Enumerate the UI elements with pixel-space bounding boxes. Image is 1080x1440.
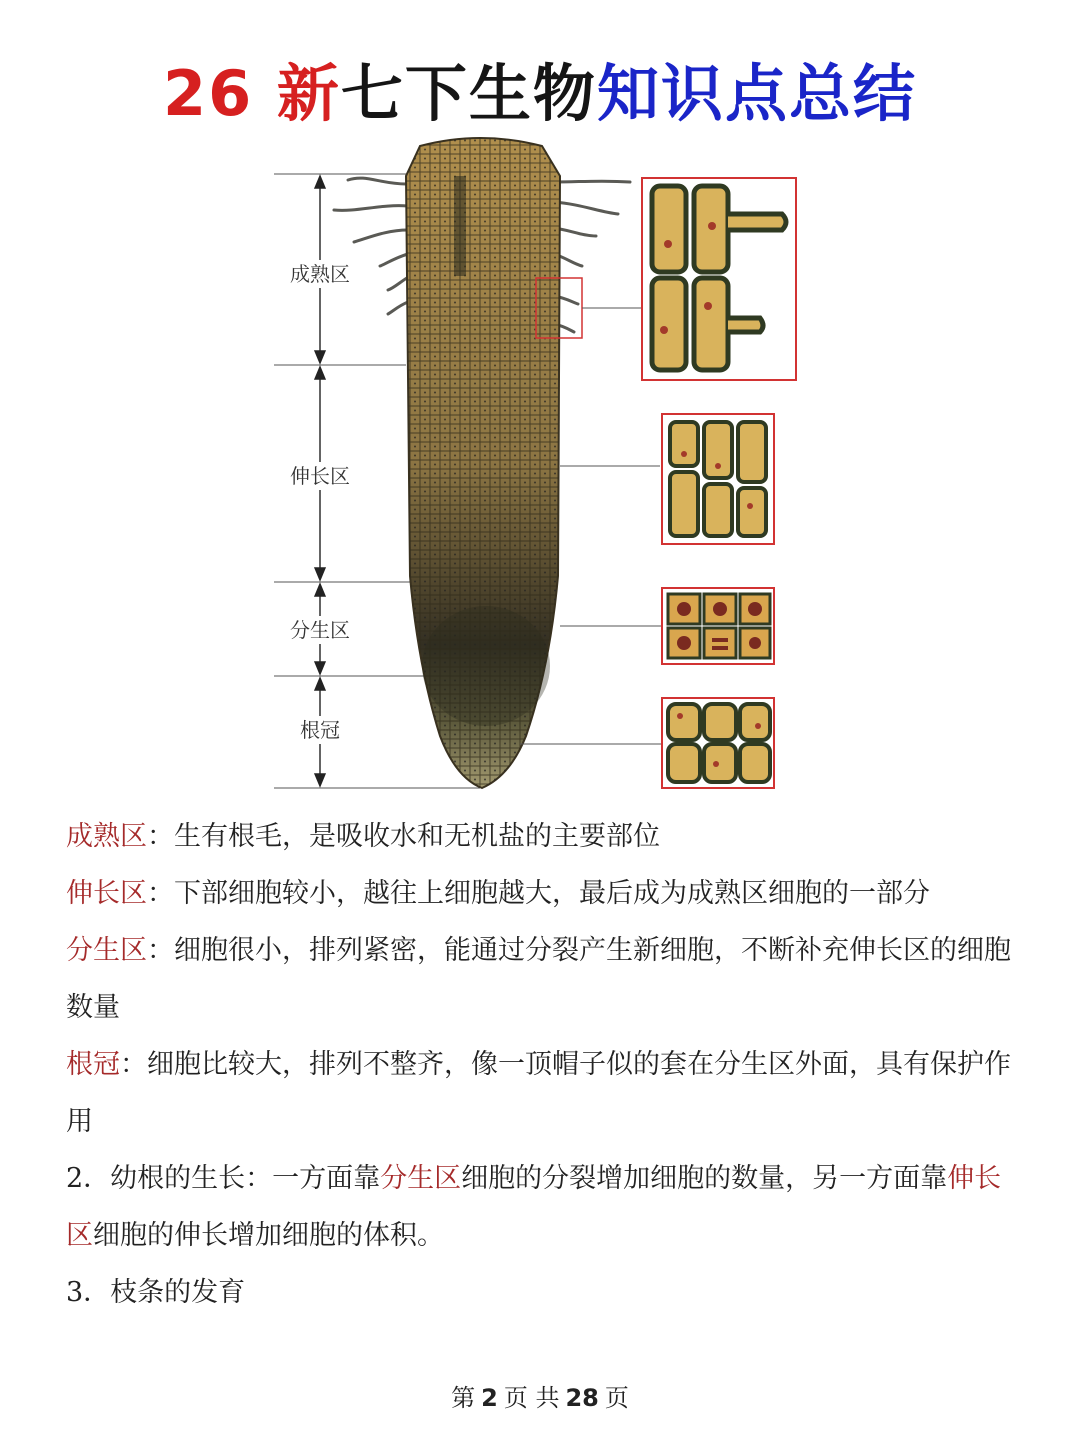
item-maturation-zone (66, 808, 1026, 865)
zone-label-root-cap: 根冠 (300, 718, 340, 742)
footer-page-number: 2 (481, 1384, 498, 1412)
title-part-2: 七下生物 (340, 57, 597, 130)
page-footer (0, 1378, 1080, 1413)
point2-term-elongation: 伸长区 (66, 1163, 1002, 1251)
point2-mid: 细胞的分裂增加细胞的数量，另一方面靠 (461, 1163, 948, 1194)
point-2 (66, 1150, 1026, 1264)
point2-prefix: 2．幼根的生长：一方面靠 (66, 1163, 381, 1194)
inset-maturation-cells (642, 178, 796, 380)
item-sep: ： (147, 935, 174, 966)
body-text (66, 808, 1026, 1321)
inset-elongation-cells (662, 414, 774, 544)
title-part-1: 26 新 (163, 57, 341, 130)
item-sep: ： (147, 878, 174, 909)
item-text: 生有根毛，是吸收水和无机盐的主要部位 (174, 821, 660, 852)
item-text: 下部细胞较小，越往上细胞越大，最后成为成熟区细胞的一部分 (174, 878, 930, 909)
footer-post: 页 (604, 1384, 629, 1412)
page-title (0, 44, 1080, 133)
footer-mid: 页 共 (503, 1384, 560, 1412)
item-elongation-zone (66, 865, 1026, 922)
footer-pre: 第 (451, 1384, 476, 1412)
item-sep: ： (120, 1049, 147, 1080)
item-root-cap (66, 1036, 1026, 1150)
inset-root-cap-cells (662, 698, 774, 788)
point2-term-meristem: 分生区 (380, 1163, 462, 1194)
title-part-3: 知识点总结 (596, 57, 917, 130)
zone-label-elongation: 伸长区 (290, 464, 350, 488)
item-meristem-zone (66, 922, 1026, 1036)
inset-meristem-cells (662, 588, 774, 664)
item-term: 分生区 (66, 935, 147, 966)
root-tip-diagram (270, 136, 810, 796)
item-term: 根冠 (66, 1049, 120, 1080)
item-term: 成熟区 (66, 821, 147, 852)
zone-label-maturation: 成熟区 (290, 262, 350, 286)
point2-suffix: 细胞的伸长增加细胞的体积。 (93, 1220, 444, 1251)
point-3: 3．枝条的发育 (66, 1277, 246, 1308)
footer-total-pages: 28 (565, 1384, 599, 1412)
item-text: 细胞比较大，排列不整齐，像一顶帽子似的套在分生区外面，具有保护作用 (66, 1049, 1011, 1137)
item-sep: ： (147, 821, 174, 852)
zone-label-meristem: 分生区 (290, 618, 350, 642)
item-term: 伸长区 (66, 878, 147, 909)
item-text: 细胞很小，排列紧密，能通过分裂产生新细胞，不断补充伸长区的细胞数量 (66, 935, 1011, 1023)
